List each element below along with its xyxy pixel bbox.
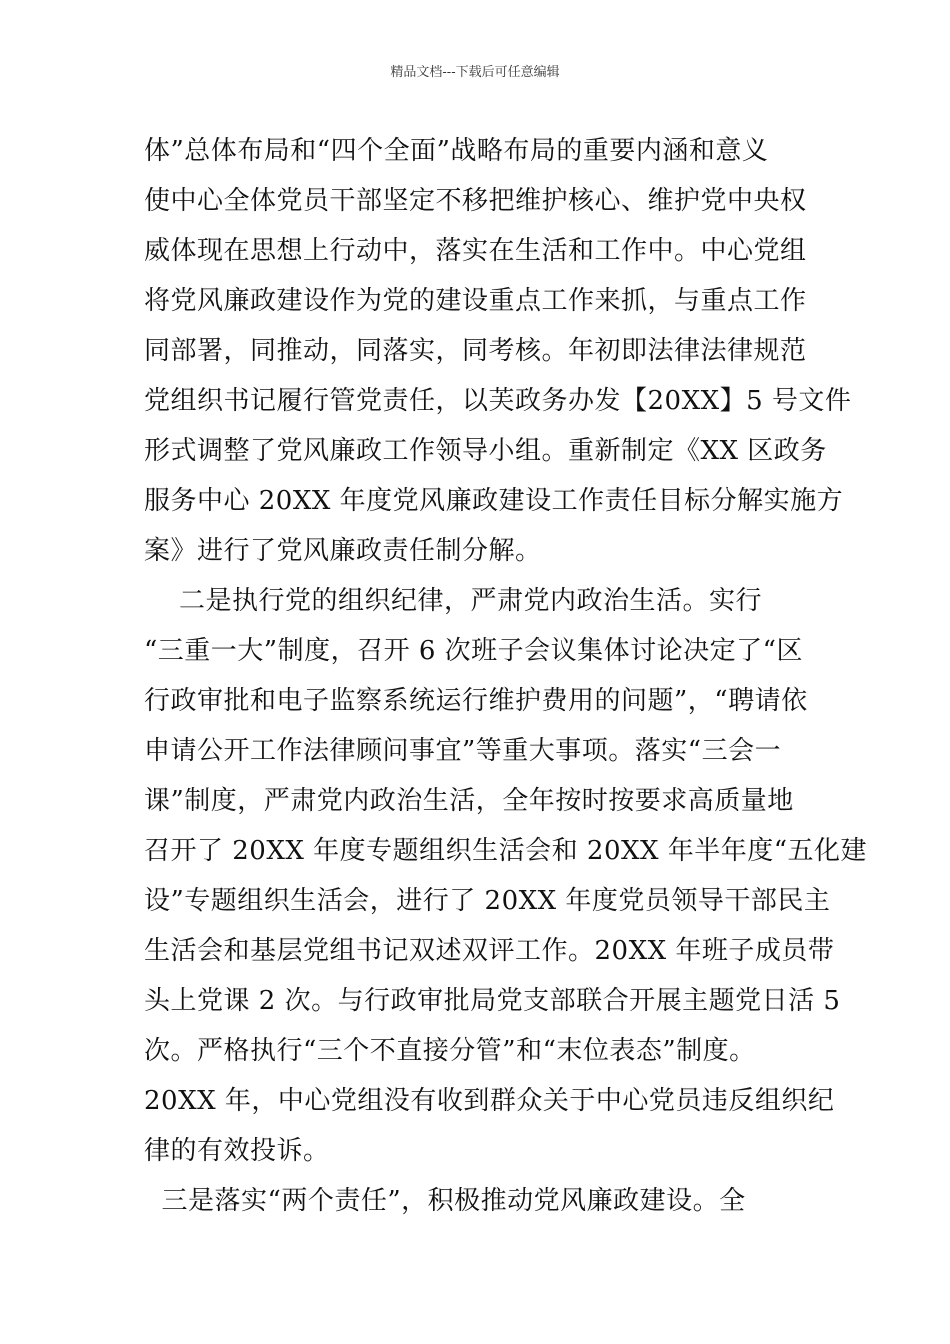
text-line: 将党风廉政建设作为党的建设重点工作来抓，与重点工作 (144, 286, 807, 316)
document-body (144, 126, 868, 1226)
text-line: 20XX 年，中心党组没有收到群众关于中心党员违反组织纪 (144, 1086, 835, 1116)
text-line: 党组织书记履行管党责任，以芙政务办发【20XX】5 号文件 (144, 386, 852, 416)
text-line: 威体现在思想上行动中，落实在生活和工作中。中心党组 (144, 236, 807, 266)
text-line: 使中心全体党员干部坚定不移把维护核心、维护党中央权 (144, 186, 807, 216)
text-line: 同部署，同推动，同落实，同考核。年初即法律法律规范 (144, 336, 807, 366)
text-line: 头上党课 2 次。与行政审批局党支部联合开展主题党日活 5 (144, 986, 841, 1016)
page-header: 精品文档---下载后可任意编辑 (390, 65, 560, 80)
text-line: 设”专题组织生活会，进行了 20XX 年度党员领导干部民主 (144, 886, 831, 916)
text-line: 次。严格执行“三个不直接分管”和“末位表态”制度。 (144, 1036, 756, 1066)
paragraph-start-line: 二是执行党的组织纪律，严肃党内政治生活。实行 (144, 586, 763, 616)
text-line: 服务中心 20XX 年度党风廉政建设工作责任目标分解实施方 (144, 486, 844, 516)
text-line: 体”总体布局和“四个全面”战略布局的重要内涵和意义 (144, 136, 769, 166)
text-line: 案》进行了党风廉政责任制分解。 (144, 536, 542, 566)
text-line: 形式调整了党风廉政工作领导小组。重新制定《XX 区政务 (144, 436, 827, 466)
text-line: 申请公开工作法律顾问事宜”等重大事项。落实“三会一 (144, 736, 782, 766)
text-line: 召开了 20XX 年度专题组织生活会和 20XX 年半年度“五化建 (144, 836, 868, 866)
text-line: “三重一大”制度，召开 6 次班子会议集体讨论决定了“区 (144, 636, 803, 666)
paragraph-start-line: 三是落实“两个责任”，积极推动党风廉政建设。全 (144, 1186, 746, 1216)
text-line: 课”制度，严肃党内政治生活，全年按时按要求高质量地 (144, 786, 794, 816)
text-line: 生活会和基层党组书记双述双评工作。20XX 年班子成员带 (144, 936, 835, 966)
text-line: 律的有效投诉。 (144, 1136, 330, 1166)
text-line: 行政审批和电子监察系统运行维护费用的问题”，“聘请依 (144, 686, 808, 716)
